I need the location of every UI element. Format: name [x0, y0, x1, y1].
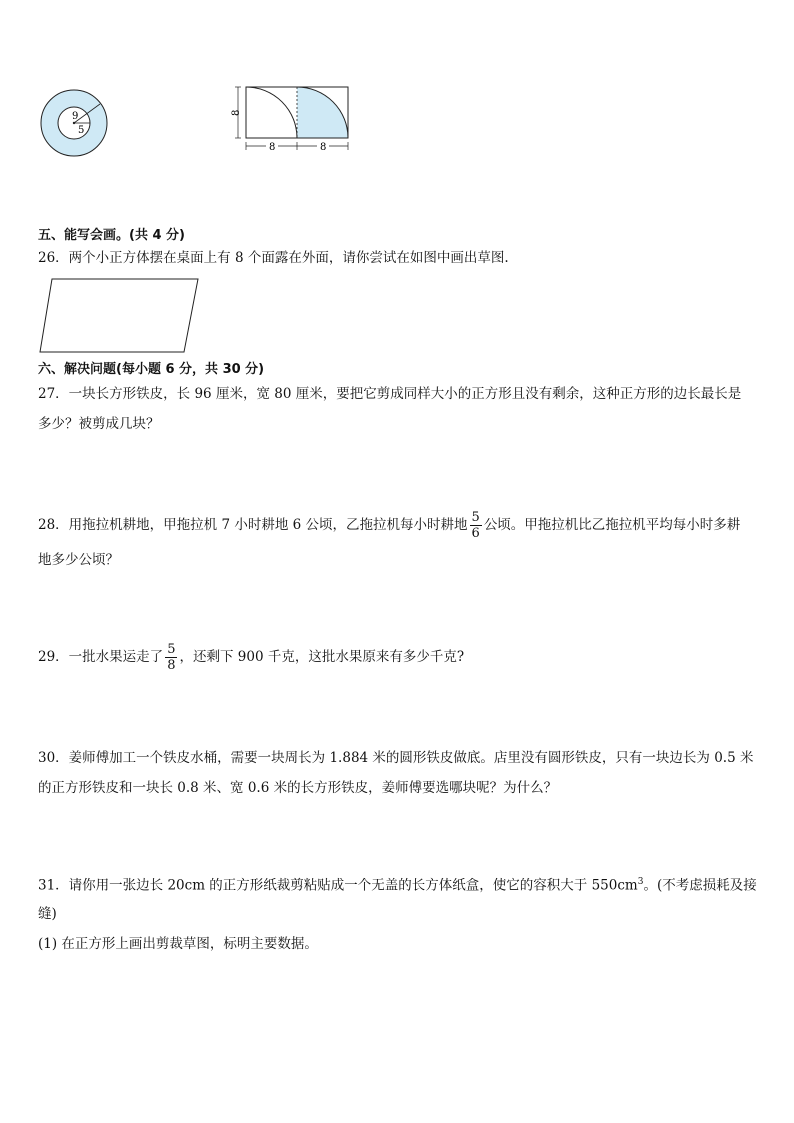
question-27-line1: 27．一块长方形铁皮，长 96 厘米，宽 80 厘米，要把它剪成同样大小的正方形且没有剩余，这种正方形的边长最长是 [38, 386, 742, 402]
question-27-line2: 多少？被剪成几块？ [38, 416, 160, 432]
q28-frac-den: 6 [471, 526, 480, 541]
section5-heading: 五、能写会画。(共 4 分) [38, 228, 185, 243]
question-31-sub1: (1) 在正方形上画出剪裁草图，标明主要数据。 [38, 936, 318, 952]
ring-figure [36, 86, 116, 166]
q29-frac-num: 5 [167, 642, 176, 657]
q29-fraction [165, 642, 177, 673]
question-28-line1 [38, 508, 740, 542]
q31-text-part1: 31．请你用一张边长 20cm 的正方形纸裁剪粘贴成一个无盖的长方体纸盒，使它的容积大于 550cm [38, 877, 638, 894]
question-31-line1 [38, 872, 757, 896]
section6-heading: 六、解决问题(每小题 6 分，共 30 分) [38, 362, 265, 377]
right-width-label: 8 [320, 142, 327, 153]
question-31-line2: 缝) [38, 906, 57, 922]
q28-fraction [470, 510, 482, 541]
question-30-line1: 30．姜师傅加工一个铁皮水桶，需要一块周长为 1.884 米的圆形铁皮做底。店里没有圆形铁皮，只有一块边长为 0.5 米 [38, 750, 754, 766]
q29-frac-den: 8 [167, 658, 176, 673]
ring-label-bottom: 5 [78, 125, 85, 136]
q31-text-part2: 。(不考虑损耗及接 [643, 877, 757, 894]
q29-text-part2: ，还剩下 900 千克，这批水果原来有多少千克? [179, 649, 465, 665]
height-label: 8 [231, 109, 242, 116]
q31-superscript: 3 [637, 877, 644, 887]
left-width-label: 8 [269, 142, 276, 153]
q28-text-part1: 28．用拖拉机耕地，甲拖拉机 7 小时耕地 6 公顷，乙拖拉机每小时耕地 [38, 517, 468, 533]
question-26: 26．两个小正方体摆在桌面上有 8 个面露在外面，请你尝试在如图中画出草图. [38, 250, 509, 266]
ring-label-top: 9 [72, 111, 79, 122]
question-28-line2: 地多少公顷？ [38, 552, 119, 568]
q28-text-part2: 公顷。甲拖拉机比乙拖拉机平均每小时多耕 [483, 517, 741, 533]
rect-figure [228, 82, 358, 154]
q29-text-part1: 29．一批水果运走了 [38, 649, 164, 665]
parallelogram-figure [38, 277, 202, 355]
question-30-line2: 的正方形铁皮和一块长 0.8 米、宽 0.6 米的长方形铁皮，姜师傅要选哪块呢？为什么？ [38, 780, 558, 796]
question-29 [38, 640, 464, 674]
center-dot [73, 122, 75, 124]
parallelogram [40, 279, 198, 352]
q28-frac-num: 5 [471, 510, 480, 525]
